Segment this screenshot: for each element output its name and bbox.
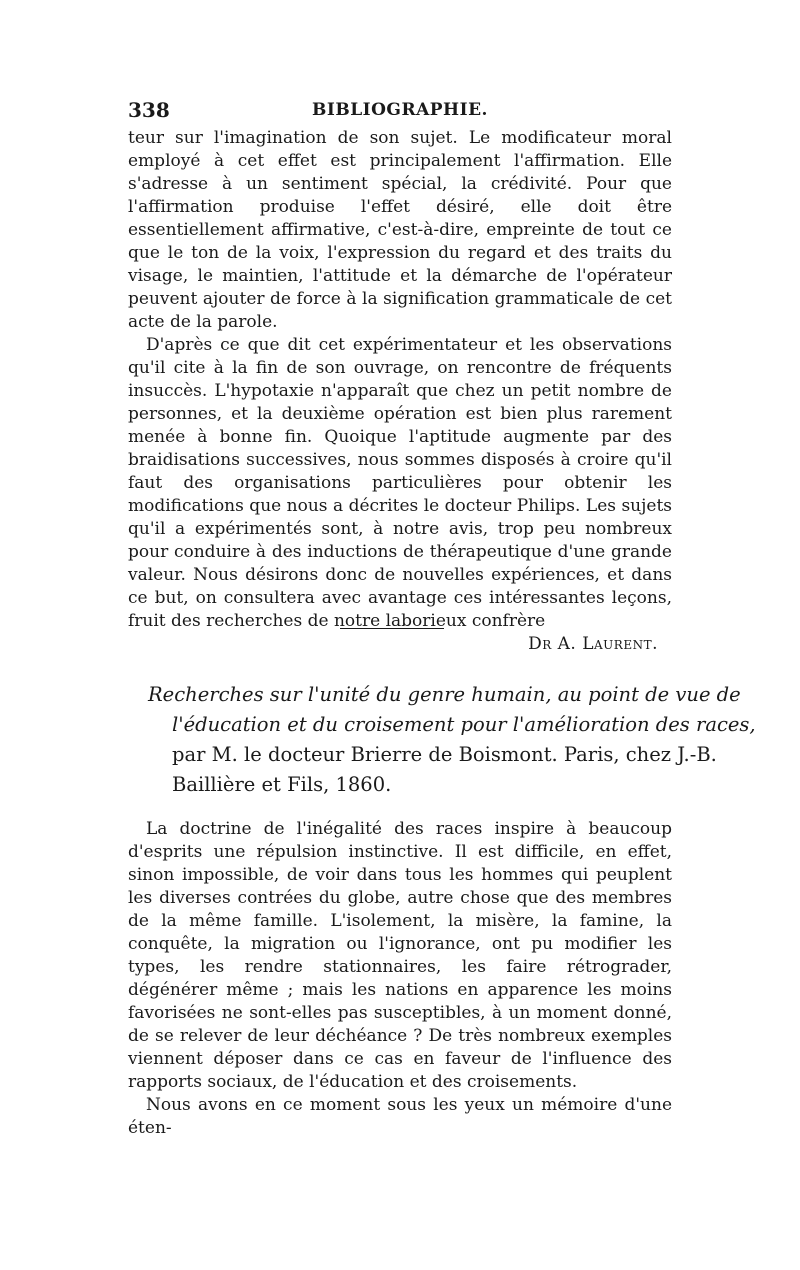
review-title-line: l'éducation et du croisement pour l'amélioration des races, [172,713,756,736]
paragraph: La doctrine de l'inégalité des races inspire à beaucoup d'esprits une répulsion instinctive. Il est difficile, en effet, sinon impossible, de voir dans tous les hommes qui peuplent les diverses contrées du globe, autre chose que des membres de la même famille. L'isolement, la misère, la famine, la conquête, la migration ou l'ignorance, ont pu modifier les types, les rendre stationnaires, les faire rétrograder, dégénérer même ; mais les nations en apparence les moins favorisées ne sont-elles pas susceptibles, à un moment donné, de se relever de leur déchéance ? De très nombreux exemples viennent déposer dans ce cas en faveur de l'influence des rapports sociaux, de l'éducation et des croisements. [128,819,672,1092]
signature: Dr A. Laurent. [528,634,658,654]
signature-line [128,633,672,656]
review-publisher-line: Baillière et Fils, 1860. [172,773,392,796]
review-author-line: par M. le docteur Brierre de Boismont. Paris, chez J.-B. [172,743,717,766]
paragraph: teur sur l'imagination de son sujet. Le modificateur moral employé à cet effet est principalement l'affirmation. Elle s'adresse à un sentiment spécial, la crédivité. Pour que l'affirmation produise l'effet désiré, elle doit être essentiellement affirmative, c'est-à-dire, empreinte de tout ce que le ton de la voix, l'expression du regard et des traits du visage, le maintien, l'attitude et la démarche de l'opérateur peuvent ajouter de force à la signification grammaticale de cet acte de la parole. [128,128,672,332]
review-title-line: Recherches sur l'unité du genre humain, au point de vue de [148,683,741,706]
running-title: BIBLIOGRAPHIE. [312,100,488,120]
paragraph: Nous avons en ce moment sous les yeux un mémoire d'une éten- [128,1095,672,1138]
section-divider [340,628,444,629]
review-heading [148,680,756,800]
page-header [128,96,672,126]
paragraph: D'après ce que dit cet expérimentateur et les observations qu'il cite à la fin de son ouvrage, on rencontre de fréquents insuccès. L'hypotaxie n'apparaît que chez un petit nombre de personnes, et la deuxième opération est bien plus rarement menée à bonne fin. Quoique l'aptitude augmente par des braidisations successives, nous sommes disposés à croire qu'il faut des organisations particulières pour obtenir les modifications que nous a décrites le docteur Philips. Les sujets qu'il a expérimentés sont, à notre avis, trop peu nombreux pour conduire à des inductions de thérapeutique d'une grande valeur. Nous désirons donc de nouvelles expériences, et dans ce but, on consultera avec avantage ces intéressantes leçons, fruit des recherches de notre laborieux confrère [128,335,672,631]
page-number: 338 [128,98,170,122]
review-body [128,818,672,1140]
review-continuation [128,127,672,656]
